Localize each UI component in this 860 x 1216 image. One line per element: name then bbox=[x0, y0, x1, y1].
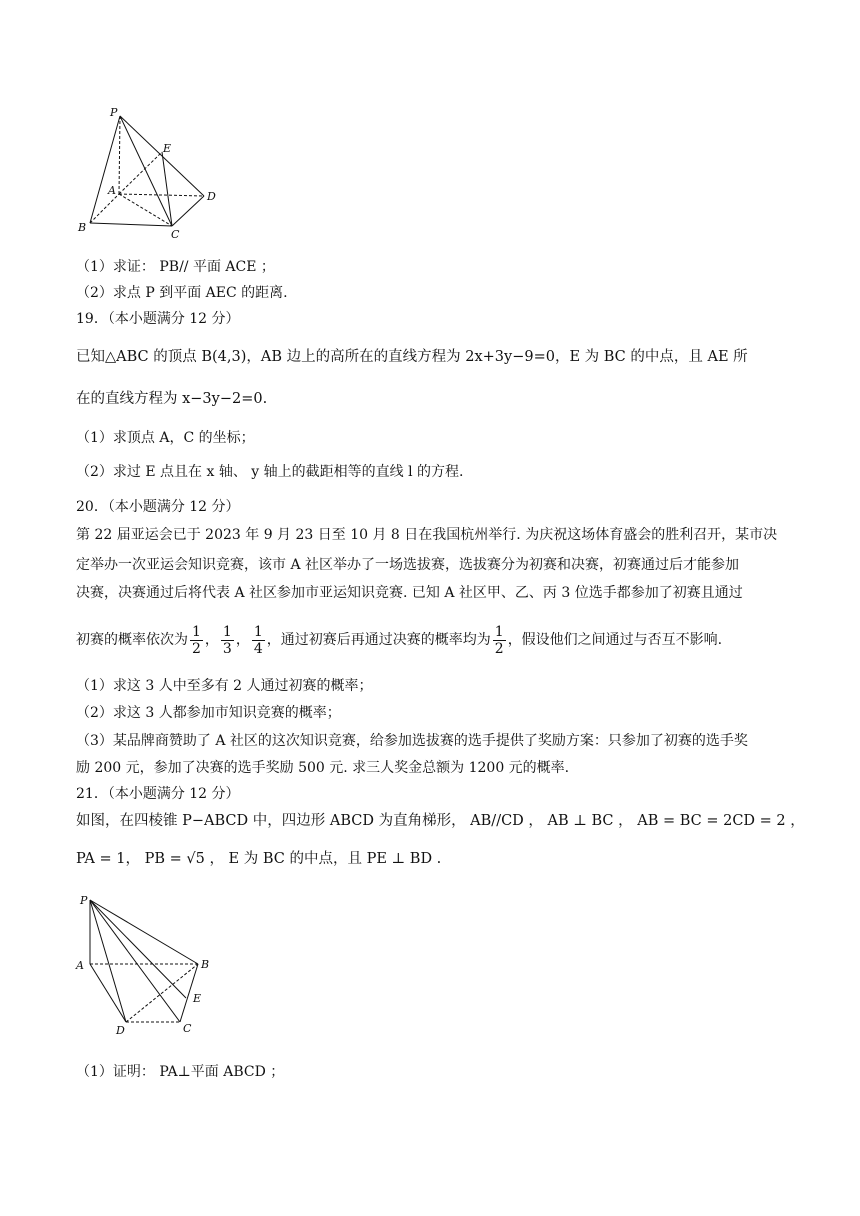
q19-part1: （1）求顶点 A，C 的坐标； bbox=[76, 430, 255, 446]
q19-line2: 在的直线方程为 x−3y−2=0. bbox=[76, 391, 268, 407]
q20-line4-a: 初赛的概率依次为 bbox=[76, 632, 188, 648]
q20-line2: 定举办一次亚运会知识竞赛，该市 A 社区举办了一场选拔赛，选拔赛分为初赛和决赛，初赛通过后才能参加 bbox=[76, 557, 740, 573]
fraction-1-2: $\frac{1}{2}$ bbox=[192, 623, 201, 657]
label-P: P bbox=[110, 106, 118, 119]
figure-pyramid-2 bbox=[70, 888, 220, 1038]
q20-line4 bbox=[76, 615, 722, 665]
q20-part3-line2: 励 200 元，参加了决赛的选手奖励 500 元. 求三人奖金总额为 1200 元的概率. bbox=[76, 760, 570, 776]
q19-line1: 已知△ABC 的顶点 B(4,3)，AB 边上的高所在的直线方程为 2x+3y−9=0，E 为 BC 的中点，且 AE 所 bbox=[76, 349, 748, 365]
fraction-1-4: $\frac{1}{4}$ bbox=[253, 623, 263, 657]
q19-header: 19．（本小题满分 12 分） bbox=[76, 311, 240, 327]
q21-line1: 如图，在四棱锥 P−ABCD 中，四边形 ABCD 为直角梯形， AB//CD ， AB ⊥ BC ， AB = BC = 2CD = 2 ， bbox=[76, 813, 805, 829]
fraction-1-2-final: $\frac{1}{2}$ bbox=[494, 623, 504, 657]
label-E: E bbox=[193, 992, 202, 1005]
separator: ， bbox=[235, 632, 250, 648]
q20-line3: 决赛，决赛通过后将代表 A 社区参加市亚运知识竞赛. 已知 A 社区甲、乙、丙 3 位选手都参加了初赛且通过 bbox=[76, 585, 743, 601]
q19-part2: （2）求过 E 点且在 x 轴、 y 轴上的截距相等的直线 l 的方程. bbox=[76, 464, 464, 480]
q20-line4-b: ，通过初赛后再通过决赛的概率均为 bbox=[266, 632, 491, 648]
q20-part3-line1: （3）某品牌商赞助了 A 社区的这次知识竞赛，给参加选拔赛的选手提供了奖励方案：只参加了初赛的选手奖 bbox=[76, 733, 748, 749]
q20-line4-c: ，假设他们之间通过与否互不影响. bbox=[507, 632, 723, 648]
q21-part1: （1）证明： PA⊥平面 ABCD ； bbox=[76, 1064, 285, 1080]
q20-part2: （2）求这 3 人都参加市知识竞赛的概率； bbox=[76, 705, 341, 721]
label-P: P bbox=[80, 894, 88, 907]
q20-part1: （1）求这 3 人中至多有 2 人通过初赛的概率； bbox=[76, 678, 373, 694]
fraction-1-3: $\frac{1}{3}$ bbox=[222, 623, 232, 657]
label-A: A bbox=[76, 959, 84, 972]
label-C: C bbox=[183, 1022, 192, 1035]
label-C: C bbox=[171, 228, 180, 240]
label-B: B bbox=[201, 958, 210, 971]
label-E: E bbox=[163, 142, 172, 155]
label-A: A bbox=[108, 184, 116, 197]
label-D: D bbox=[116, 1024, 125, 1037]
label-D: D bbox=[207, 190, 216, 203]
q21-header: 21．（本小题满分 12 分） bbox=[76, 786, 240, 802]
figure-pyramid-1 bbox=[70, 100, 230, 240]
q18-part2: （2）求点 P 到平面 AEC 的距离. bbox=[76, 285, 288, 301]
q21-line2: PA = 1， PB = √5 ， E 为 BC 的中点，且 PE ⊥ BD . bbox=[76, 851, 442, 867]
q20-line1: 第 22 届亚运会已于 2023 年 9 月 23 日至 10 月 8 日在我国杭州举行. 为庆祝这场体育盛会的胜利召开，某市决 bbox=[76, 527, 778, 543]
q20-header: 20．（本小题满分 12 分） bbox=[76, 499, 240, 515]
q18-part1: （1）求证： PB// 平面 ACE ； bbox=[76, 259, 275, 275]
label-B: B bbox=[78, 221, 87, 234]
separator: ， bbox=[204, 632, 219, 648]
